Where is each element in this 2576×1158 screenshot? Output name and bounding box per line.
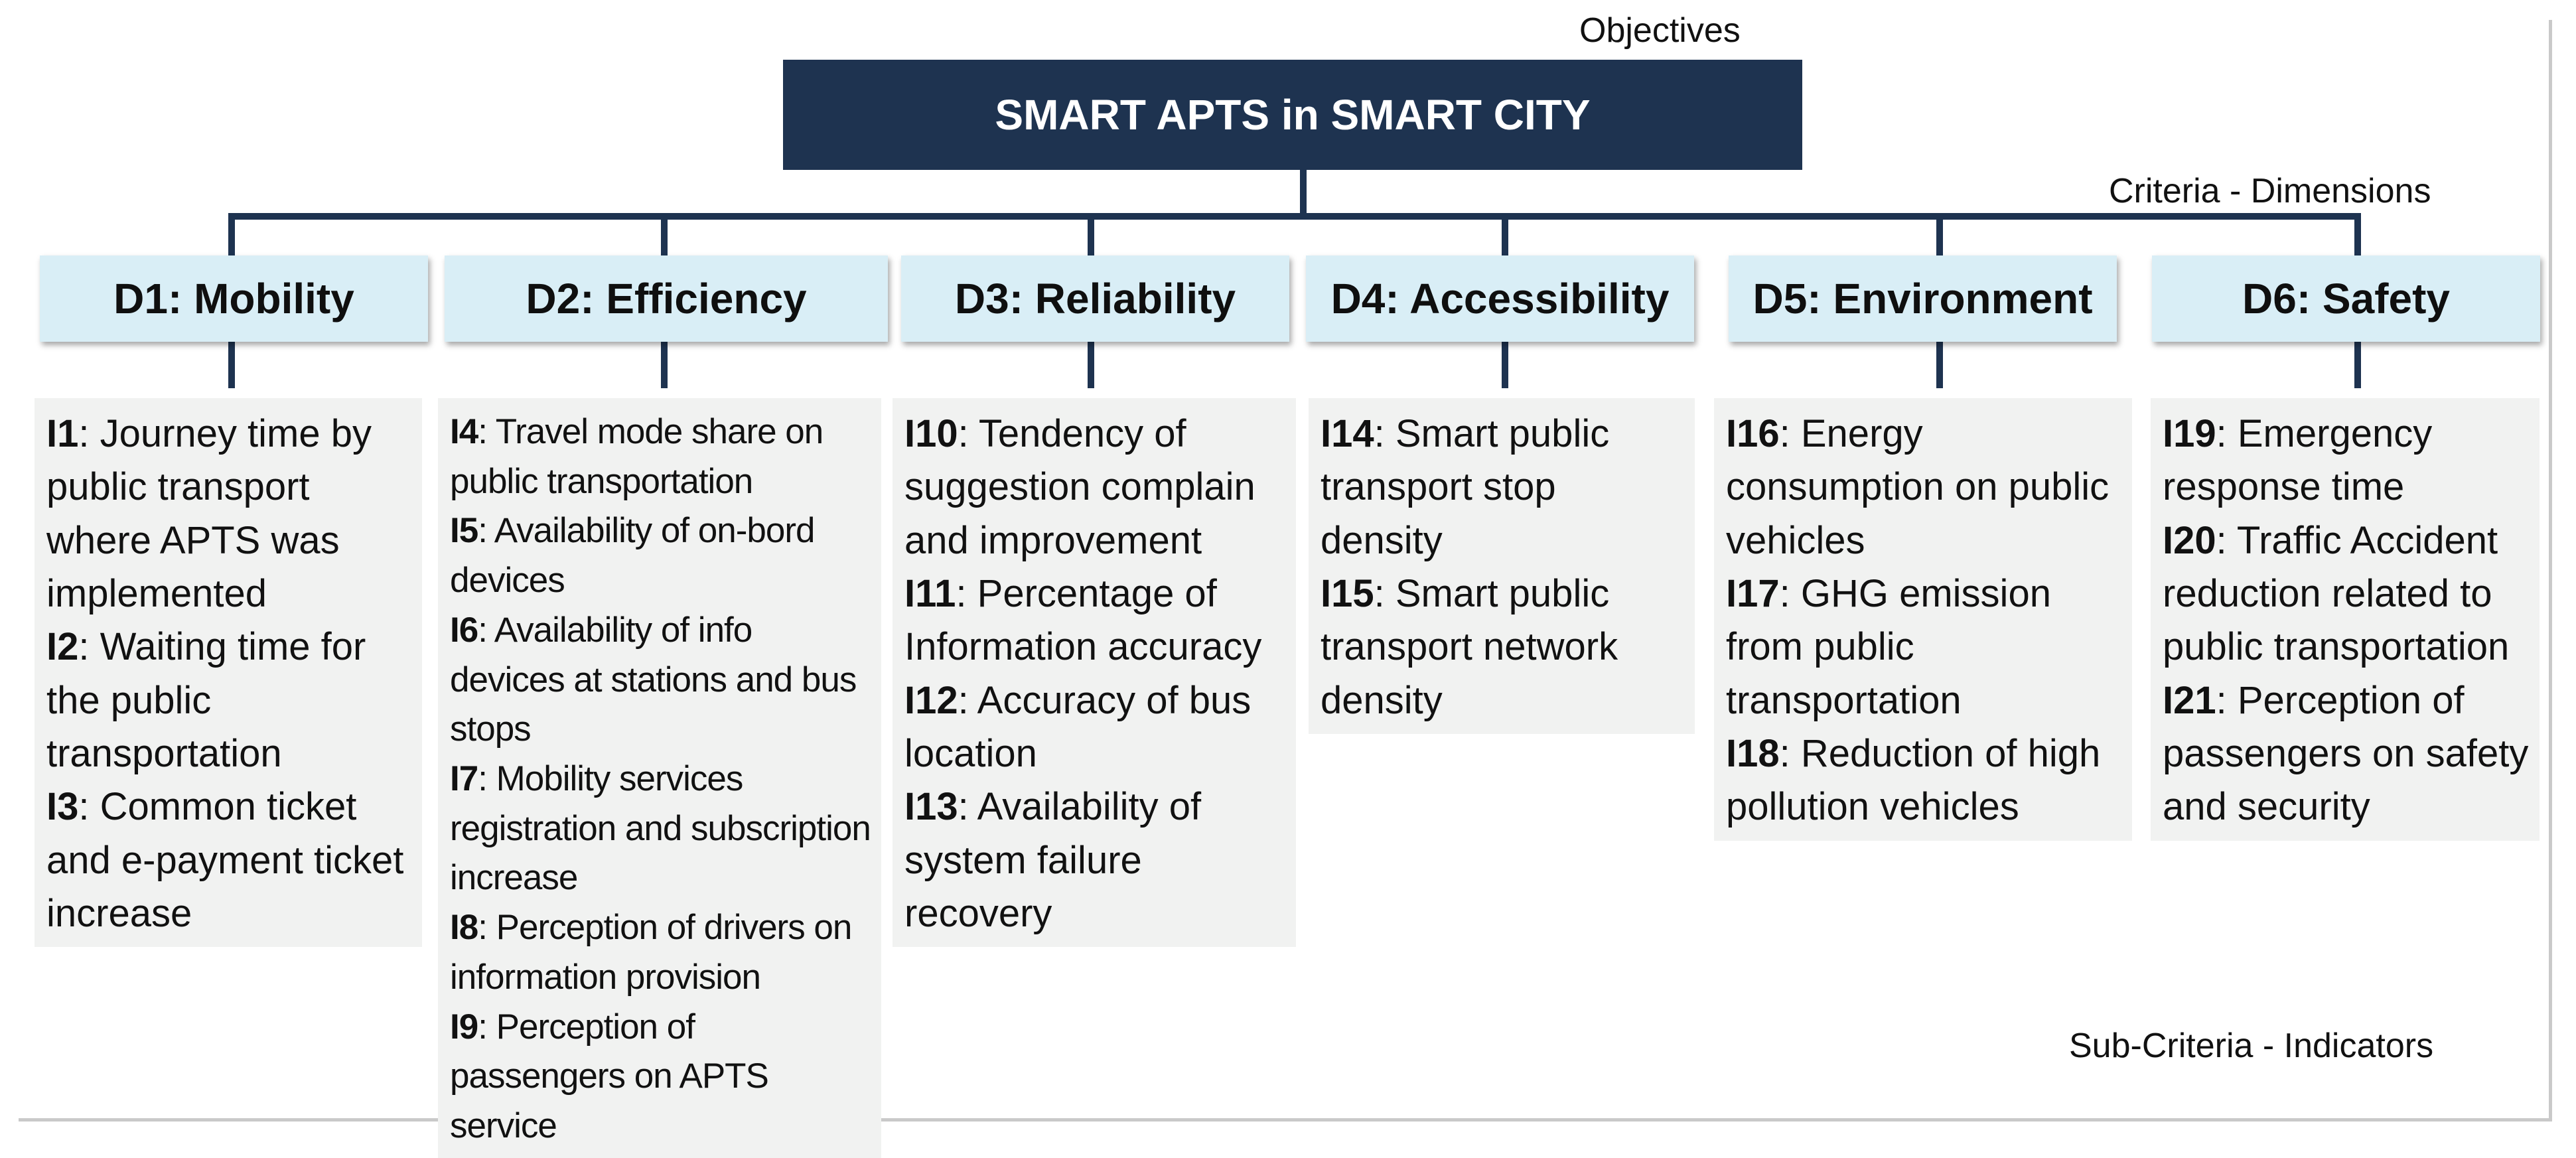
indicator-item [450,755,872,903]
indicator-text: : Mobility services registration and subscription increase [450,759,871,898]
indicator-text: : Availability of on-bord devices [450,511,815,601]
dimension-title: D5: Environment [1753,275,2093,323]
d3-indicator-connector [1088,342,1094,388]
dimension-title: D1: Mobility [113,275,354,323]
indicator-text: : Tendency of suggestion complain and improvement [904,412,1255,562]
indicator-item [904,780,1287,940]
d5-indicator-connector [1936,342,1943,388]
objective-title: SMART APTS in SMART CITY [995,91,1591,139]
d5-connector [1936,213,1943,257]
indicator-item [450,407,872,506]
d1-indicator-connector [228,342,235,388]
indicator-text: : Smart public transport stop density [1321,412,1610,562]
indicator-code: I2 [46,625,79,669]
d2-indicator-connector [661,342,668,388]
d1-connector [228,213,235,257]
objective-box [783,60,1802,170]
indicator-text: : Energy consumption on public vehicles [1726,412,2110,562]
dimension-accessibility [1306,255,1694,342]
indicator-code: I13 [904,785,958,829]
indicator-code: I19 [2163,412,2216,455]
d4-connector [1502,213,1508,257]
indicator-code: I1 [46,412,79,455]
dimension-safety [2152,255,2540,342]
indicator-code: I15 [1321,571,1374,615]
indicator-item [2163,674,2530,834]
dimension-title: D3: Reliability [954,275,1236,323]
dimension-title: D2: Efficiency [526,275,807,323]
dimension-efficiency [445,255,888,342]
indicator-item [46,407,413,620]
indicator-code: I9 [450,1007,478,1047]
indicator-text: : Travel mode share on public transportation [450,412,823,501]
indicator-text: : Smart public transport network density [1321,571,1618,722]
horizontal-connector [228,213,2361,220]
d6-connector [2354,213,2361,257]
indicator-text: : Perception of drivers on information provision [450,908,852,997]
d6-indicator-connector [2354,342,2361,388]
indicator-text: : Percentage of Information accuracy [904,571,1262,669]
indicator-code: I11 [904,571,956,615]
indicator-item [1726,727,2123,834]
indicators-efficiency [438,398,881,1158]
dimension-mobility [40,255,428,342]
subcriteria-label: Sub-Criteria - Indicators [2069,1027,2434,1065]
indicator-code: I10 [904,412,958,455]
indicators-safety [2151,398,2540,841]
indicator-text: : GHG emission from public transportation [1726,571,2051,722]
indicator-item [450,903,872,1002]
indicators-mobility [35,398,422,947]
objectives-label: Objectives [1579,11,1741,50]
indicator-item [1321,407,1685,567]
indicator-text: : Reduction of high pollution vehicles [1726,731,2101,829]
indicator-text: : Traffic Accident reduction related to public transportation [2163,518,2510,669]
indicator-item [450,1003,872,1151]
dimension-reliability [901,255,1289,342]
indicator-item [450,606,872,755]
indicator-text: : Emergency response time [2163,412,2433,509]
indicator-code: I17 [1726,571,1780,615]
indicator-code: I7 [450,759,478,799]
dimension-title: D4: Accessibility [1330,275,1670,323]
indicators-accessibility [1309,398,1695,734]
d2-connector [661,213,668,257]
indicator-item [2163,514,2530,674]
indicator-code: I20 [2163,518,2216,562]
indicator-item [1321,567,1685,727]
indicator-item [904,567,1287,674]
indicator-code: I8 [450,908,478,948]
indicator-text: : Journey time by public transport where APTS was implemented [46,412,372,615]
indicator-text: : Perception of passengers on safety and security [2163,678,2529,829]
indicator-text: : Availability of info devices at stations and bus stops [450,610,857,749]
indicator-item [450,506,872,605]
indicator-item [904,674,1287,781]
criteria-label: Criteria - Dimensions [2109,172,2431,210]
indicator-code: I5 [450,511,478,551]
indicator-code: I4 [450,412,478,451]
indicator-code: I3 [46,785,79,829]
indicator-item [2163,407,2530,514]
root-connector [1300,170,1307,216]
indicator-item [46,780,413,940]
indicator-item [46,620,413,780]
dimension-environment [1729,255,2117,342]
indicator-code: I6 [450,610,478,650]
indicators-reliability [893,398,1296,947]
indicator-text: : Availability of system failure recovery [904,785,1202,935]
indicator-code: I18 [1726,731,1780,775]
indicator-text: : Common ticket and e-payment ticket increase [46,785,404,935]
indicator-text: : Accuracy of bus location [904,678,1252,775]
d3-connector [1088,213,1094,257]
indicator-item [1726,567,2123,727]
d4-indicator-connector [1502,342,1508,388]
indicator-text: : Waiting time for the public transportation [46,625,366,775]
indicator-code: I14 [1321,412,1374,455]
indicator-code: I16 [1726,412,1780,455]
indicators-environment [1714,398,2132,841]
indicator-text: : Perception of passengers on APTS service [450,1007,768,1146]
indicator-item [1726,407,2123,567]
indicator-code: I21 [2163,678,2216,722]
indicator-item [904,407,1287,567]
dimension-title: D6: Safety [2242,275,2450,323]
indicator-code: I12 [904,678,958,722]
